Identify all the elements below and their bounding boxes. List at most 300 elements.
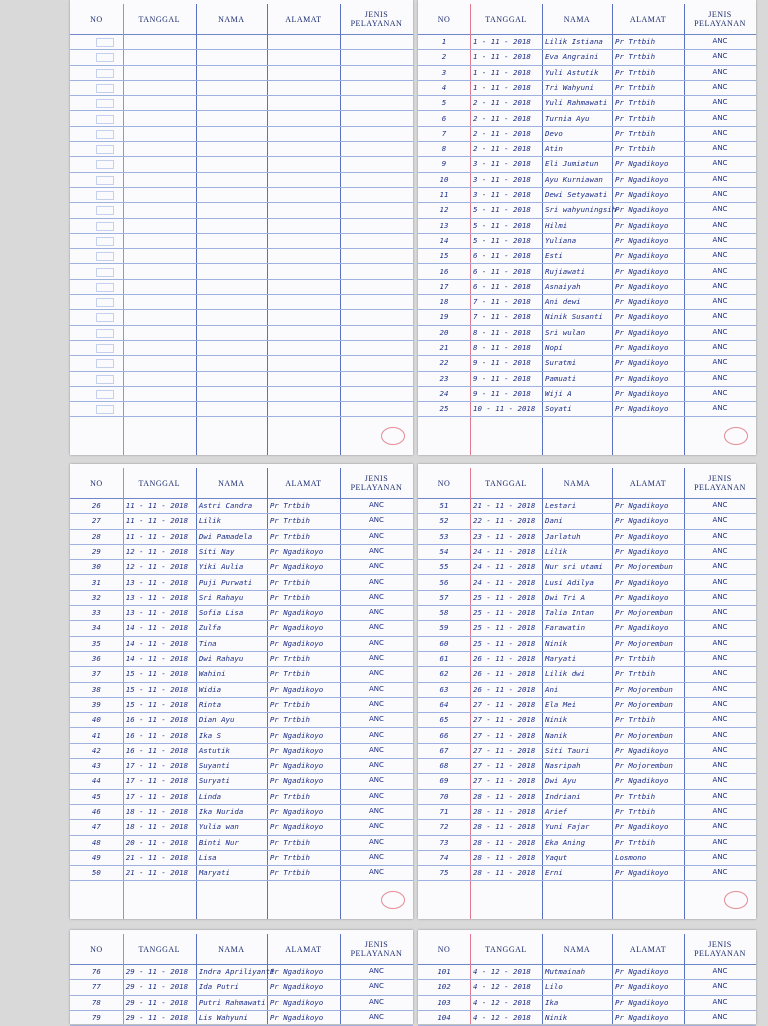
- table-row: [70, 712, 413, 728]
- cell-tanggal: 21 - 11 - 2018: [125, 852, 189, 862]
- table-row: [70, 371, 413, 387]
- table-row: [70, 233, 413, 249]
- empty-row-marker: [96, 191, 114, 200]
- cell-tanggal: 10 - 11 - 2018: [473, 404, 536, 414]
- cell-alamat: Pr Mojorembun: [615, 562, 673, 572]
- cell-svc: ANC: [712, 343, 728, 351]
- cell-tanggal: 23 - 11 - 2018: [473, 531, 536, 541]
- table-row: [70, 666, 413, 682]
- stamp-logo: [381, 427, 405, 445]
- table-row: [70, 835, 413, 851]
- empty-row-marker: [96, 145, 114, 154]
- table-row: [418, 559, 756, 575]
- cell-nama: Eka Aning: [545, 837, 586, 847]
- cell-tanggal: 17 - 11 - 2018: [125, 776, 189, 786]
- column-header-jenis: JENIS PELAYANAN: [694, 940, 746, 958]
- cell-alamat: Pr Ngadikoyo: [615, 235, 669, 245]
- cell-tanggal: 16 - 11 - 2018: [125, 715, 189, 725]
- cell-svc: ANC: [712, 997, 728, 1006]
- column-header-alamat: ALAMAT: [629, 478, 667, 488]
- cell-alamat: Pr Trtbih: [615, 82, 656, 92]
- cell-tanggal: 26 - 11 - 2018: [473, 669, 536, 679]
- cell-nama: Wahini: [198, 669, 226, 679]
- cell-alamat: Pr Trtbih: [615, 669, 656, 679]
- cell-svc: ANC: [368, 562, 384, 571]
- cell-alamat: Losmono: [615, 852, 647, 862]
- table-row: [70, 34, 413, 50]
- cell-svc: ANC: [368, 684, 384, 693]
- cell-tanggal: 15 - 11 - 2018: [125, 684, 189, 694]
- table-row: [70, 355, 413, 371]
- cell-svc: ANC: [712, 67, 728, 76]
- cell-alamat: Pr Trtbih: [269, 852, 310, 862]
- cell-tanggal: 6 - 11 - 2018: [473, 251, 531, 261]
- table-row: [70, 544, 413, 560]
- table-row: [418, 682, 756, 698]
- ledger-page: [418, 0, 756, 455]
- table-row: [418, 728, 756, 744]
- cell-no: 57: [439, 592, 449, 602]
- cell-no: 50: [91, 868, 101, 878]
- cell-alamat: Pr Ngadikoyo: [615, 373, 669, 383]
- cell-alamat: Pr Ngadikoyo: [615, 388, 669, 398]
- cell-svc: ANC: [712, 982, 728, 991]
- cell-no: 54: [439, 546, 449, 556]
- column-header-no: NO: [437, 944, 451, 954]
- cell-no: 55: [439, 562, 449, 572]
- cell-alamat: Pr Ngadikoyo: [615, 297, 669, 307]
- cell-svc: ANC: [712, 113, 728, 122]
- cell-alamat: Pr Ngadikoyo: [269, 546, 324, 556]
- table-row: [418, 544, 756, 560]
- table-row: [418, 248, 756, 264]
- table-row: [70, 279, 413, 295]
- cell-no: 28: [91, 531, 101, 541]
- stamp-logo: [381, 891, 405, 909]
- cell-no: 58: [439, 608, 449, 618]
- cell-nama: Ida Putri: [198, 982, 239, 992]
- cell-no: 46: [91, 807, 101, 816]
- table-row: [418, 979, 756, 995]
- table-row: [418, 279, 756, 295]
- table-row: [418, 95, 756, 111]
- table-row: [70, 386, 413, 402]
- table-row: [418, 697, 756, 713]
- cell-nama: Yulia wan: [198, 822, 239, 832]
- cell-no: 36: [91, 654, 101, 663]
- table-row: [418, 666, 756, 682]
- cell-svc: ANC: [712, 654, 728, 662]
- table-row: [418, 850, 756, 866]
- cell-alamat: Pr Trtbih: [615, 113, 656, 123]
- cell-tanggal: 28 - 11 - 2018: [473, 822, 536, 832]
- cell-svc: ANC: [712, 531, 728, 540]
- cell-nama: Rinta: [198, 699, 222, 709]
- cell-nama: Sri Rahayu: [198, 592, 244, 602]
- table-row: [70, 529, 413, 545]
- table-row: [70, 995, 413, 1011]
- column-header-tanggal: TANGGAL: [138, 14, 181, 24]
- cell-alamat: Pr Ngadikoyo: [615, 205, 669, 215]
- cell-no: 67: [439, 745, 449, 755]
- column-header-alamat: ALAMAT: [629, 944, 667, 954]
- cell-nama: Arief: [545, 807, 568, 816]
- table-row: [418, 498, 756, 514]
- cell-alamat: Pr Trtbih: [615, 715, 656, 725]
- cell-nama: Jarlatuh: [545, 531, 581, 541]
- cell-svc: ANC: [712, 577, 728, 586]
- cell-alamat: Pr Trtbih: [269, 791, 310, 801]
- cell-no: 13: [439, 220, 449, 230]
- cell-tanggal: 27 - 11 - 2018: [473, 745, 536, 755]
- cell-no: 52: [439, 516, 449, 526]
- cell-alamat: Pr Trtbih: [269, 654, 310, 663]
- table-row: [418, 264, 756, 280]
- cell-alamat: Pr Trtbih: [615, 807, 656, 816]
- stamp-logo: [724, 891, 748, 909]
- cell-alamat: Pr Ngadikoyo: [269, 623, 324, 633]
- cell-tanggal: 21 - 11 - 2018: [125, 868, 189, 878]
- cell-nama: Dwi Rahayu: [198, 654, 244, 663]
- cell-svc: ANC: [368, 592, 384, 601]
- cell-tanggal: 17 - 11 - 2018: [125, 761, 189, 771]
- table-row: [418, 325, 756, 341]
- cell-nama: Ika: [545, 997, 559, 1007]
- cell-nama: Nur sri utami: [545, 562, 603, 572]
- table-row: [418, 758, 756, 774]
- cell-svc: ANC: [368, 730, 384, 739]
- cell-nama: Lilik dwi: [545, 669, 586, 679]
- table-row: [418, 804, 756, 820]
- cell-alamat: Pr Trtbih: [269, 501, 310, 510]
- cell-nama: Lisa: [198, 852, 217, 862]
- cell-tanggal: 9 - 11 - 2018: [473, 373, 531, 383]
- table-row: [70, 340, 413, 356]
- cell-nama: Yaqut: [545, 852, 568, 862]
- cell-svc: ANC: [712, 235, 728, 244]
- table-row: [418, 309, 756, 325]
- cell-alamat: Pr Ngadikoyo: [615, 220, 669, 230]
- cell-nama: Pamuati: [545, 373, 577, 383]
- cell-tanggal: 25 - 11 - 2018: [473, 623, 536, 633]
- empty-row-marker: [96, 268, 114, 277]
- table-row: [70, 248, 413, 264]
- cell-alamat: Pr Trtbih: [269, 837, 310, 847]
- cell-tanggal: 29 - 11 - 2018: [125, 997, 189, 1007]
- cell-alamat: Pr Ngadikoyo: [615, 174, 669, 184]
- table-body: [418, 498, 756, 919]
- cell-nama: Nasripah: [545, 761, 581, 771]
- cell-tanggal: 7 - 11 - 2018: [473, 312, 531, 322]
- table-row: [70, 202, 413, 218]
- cell-alamat: Pr Trtbih: [269, 669, 310, 679]
- cell-tanggal: 7 - 11 - 2018: [473, 297, 531, 307]
- cell-tanggal: 14 - 11 - 2018: [125, 623, 189, 633]
- empty-row-marker: [96, 130, 114, 139]
- cell-svc: ANC: [712, 699, 728, 708]
- cell-no: 6: [441, 113, 447, 123]
- cell-svc: ANC: [712, 868, 728, 877]
- table-row: [70, 651, 413, 667]
- cell-nama: Puji Purwati: [198, 577, 253, 587]
- empty-row-marker: [96, 53, 114, 62]
- cell-no: 12: [439, 205, 449, 215]
- table-row: [70, 111, 413, 127]
- cell-no: 3: [441, 67, 447, 77]
- cell-nama: Ani: [545, 684, 559, 694]
- cell-nama: Yiki Aulia: [198, 562, 244, 572]
- cell-tanggal: 17 - 11 - 2018: [125, 791, 189, 801]
- cell-no: 47: [91, 822, 101, 832]
- empty-row-marker: [96, 405, 114, 414]
- cell-tanggal: 13 - 11 - 2018: [125, 577, 189, 587]
- cell-svc: ANC: [712, 251, 728, 260]
- cell-no: 72: [439, 822, 449, 832]
- table-row: [70, 865, 413, 881]
- table-row: [70, 590, 413, 606]
- table-row: [418, 80, 756, 96]
- cell-nama: Dwi Ayu: [545, 776, 577, 786]
- column-header-nama: NAMA: [218, 14, 245, 24]
- cell-no: 102: [437, 982, 451, 992]
- cell-tanggal: 24 - 11 - 2018: [473, 546, 536, 556]
- cell-no: 16: [439, 266, 449, 276]
- cell-tanggal: 3 - 11 - 2018: [473, 159, 531, 169]
- cell-tanggal: 5 - 11 - 2018: [473, 205, 531, 215]
- table-row: [70, 309, 413, 325]
- cell-svc: ANC: [712, 404, 728, 413]
- column-header-jenis: JENIS PELAYANAN: [694, 10, 746, 28]
- cell-alamat: Pr Ngadikoyo: [615, 343, 669, 352]
- cell-tanggal: 14 - 11 - 2018: [125, 638, 189, 648]
- table-row: [70, 1010, 413, 1026]
- cell-svc: ANC: [712, 281, 728, 290]
- column-header-alamat: ALAMAT: [285, 944, 322, 954]
- column-header-no: NO: [437, 14, 451, 24]
- cell-alamat: Pr Ngadikoyo: [615, 266, 669, 276]
- cell-nama: Dwi Pamadela: [198, 531, 253, 541]
- cell-svc: ANC: [368, 669, 384, 678]
- cell-alamat: Pr Trtbih: [269, 868, 310, 878]
- cell-no: 18: [439, 297, 449, 307]
- cell-alamat: Pr Mojorembun: [615, 608, 673, 618]
- table-row: [418, 218, 756, 234]
- cell-tanggal: 3 - 11 - 2018: [473, 190, 531, 199]
- cell-tanggal: 1 - 11 - 2018: [473, 37, 531, 46]
- column-header-nama: NAMA: [563, 944, 591, 954]
- cell-svc: ANC: [712, 776, 728, 785]
- table-row: [70, 575, 413, 591]
- cell-alamat: Pr Trtbih: [269, 516, 310, 526]
- cell-nama: Maryati: [198, 868, 230, 878]
- cell-svc: ANC: [712, 205, 728, 214]
- column-header-jenis: JENIS PELAYANAN: [350, 474, 403, 492]
- table-row: [418, 964, 756, 980]
- cell-alamat: Pr Ngadikoyo: [615, 404, 669, 414]
- table-body: [418, 34, 756, 455]
- cell-nama: Ika Nurida: [198, 807, 244, 816]
- cell-nama: Binti Nur: [198, 837, 239, 847]
- cell-nama: Tri Wahyuni: [545, 82, 594, 92]
- cell-tanggal: 22 - 11 - 2018: [473, 516, 536, 526]
- cell-svc: ANC: [368, 807, 384, 815]
- empty-row-marker: [96, 375, 114, 384]
- cell-no: 20: [439, 327, 449, 337]
- cell-tanggal: 26 - 11 - 2018: [473, 684, 536, 694]
- cell-tanggal: 5 - 11 - 2018: [473, 235, 531, 245]
- cell-nama: Eva Angraini: [545, 52, 599, 62]
- cell-svc: ANC: [712, 373, 728, 382]
- cell-tanggal: 11 - 11 - 2018: [125, 531, 189, 541]
- cell-alamat: Pr Ngadikoyo: [269, 638, 324, 648]
- cell-svc: ANC: [712, 562, 728, 571]
- cell-svc: ANC: [712, 190, 728, 198]
- cell-tanggal: 2 - 11 - 2018: [473, 144, 531, 154]
- cell-alamat: Pr Ngadikoyo: [615, 982, 669, 992]
- column-header-tanggal: TANGGAL: [138, 944, 181, 954]
- cell-tanggal: 12 - 11 - 2018: [125, 562, 189, 572]
- cell-svc: ANC: [712, 730, 728, 739]
- cell-tanggal: 5 - 11 - 2018: [473, 220, 531, 230]
- ledger-table: [418, 464, 756, 919]
- cell-svc: ANC: [368, 761, 384, 770]
- empty-row-marker: [96, 390, 114, 399]
- cell-alamat: Pr Ngadikoyo: [615, 312, 669, 322]
- cell-nama: Dewi Setyawati: [545, 190, 608, 199]
- table-row: [418, 865, 756, 881]
- cell-no: 59: [439, 623, 449, 633]
- cell-nama: Wiji A: [545, 388, 572, 398]
- cell-nama: Putri Rahmawati: [198, 997, 266, 1007]
- cell-svc: ANC: [368, 837, 384, 846]
- cell-svc: ANC: [368, 1012, 384, 1021]
- cell-tanggal: 25 - 11 - 2018: [473, 592, 536, 602]
- table-row: [418, 233, 756, 249]
- cell-nama: Maryati: [545, 654, 577, 663]
- cell-no: 63: [439, 684, 449, 694]
- cell-no: 103: [437, 997, 451, 1007]
- empty-row-marker: [96, 99, 114, 108]
- cell-alamat: Pr Ngadikoyo: [615, 501, 669, 510]
- cell-tanggal: 28 - 11 - 2018: [473, 791, 536, 801]
- cell-tanggal: 1 - 11 - 2018: [473, 52, 531, 62]
- cell-no: 14: [439, 235, 449, 245]
- cell-nama: Linda: [198, 791, 222, 801]
- cell-tanggal: 29 - 11 - 2018: [125, 1012, 189, 1022]
- cell-svc: ANC: [712, 715, 728, 724]
- cell-no: 15: [439, 251, 449, 261]
- cell-no: 51: [439, 501, 449, 510]
- cell-no: 71: [439, 807, 449, 816]
- cell-svc: ANC: [712, 327, 728, 336]
- cell-alamat: Pr Ngadikoyo: [269, 997, 324, 1007]
- cell-nama: Yuni Fajar: [545, 822, 590, 832]
- cell-svc: ANC: [368, 654, 384, 662]
- cell-svc: ANC: [712, 98, 728, 107]
- cell-tanggal: 28 - 11 - 2018: [473, 807, 536, 816]
- cell-nama: Lis Wahyuni: [198, 1012, 248, 1022]
- cell-svc: ANC: [368, 776, 384, 785]
- cell-svc: ANC: [368, 982, 384, 991]
- table-row: [418, 590, 756, 606]
- table-row: [70, 850, 413, 866]
- cell-nama: Suratmi: [545, 358, 577, 368]
- cell-no: 27: [91, 516, 101, 526]
- cell-no: 43: [91, 761, 101, 771]
- cell-nama: Dwi Tri A: [545, 592, 586, 602]
- cell-svc: ANC: [712, 220, 728, 229]
- cell-alamat: Pr Trtbih: [269, 531, 310, 541]
- cell-no: 42: [91, 745, 101, 755]
- cell-alamat: Pr Ngadikoyo: [615, 1012, 669, 1022]
- cell-alamat: Pr Trtbih: [615, 128, 656, 138]
- column-header-alamat: ALAMAT: [285, 478, 322, 488]
- empty-row-marker: [96, 252, 114, 261]
- table-row: [418, 294, 756, 310]
- cell-no: 66: [439, 730, 449, 740]
- table-row: [418, 995, 756, 1011]
- cell-nama: Lilik Istiana: [545, 37, 603, 46]
- cell-alamat: Pr Ngadikoyo: [615, 745, 669, 755]
- empty-row-marker: [96, 38, 114, 47]
- cell-svc: ANC: [712, 608, 728, 617]
- cell-no: 62: [439, 669, 449, 679]
- table-row: [418, 340, 756, 356]
- cell-no: 21: [439, 343, 449, 352]
- cell-no: 76: [91, 967, 101, 976]
- table-row: [70, 325, 413, 341]
- cell-no: 9: [441, 159, 447, 169]
- cell-no: 34: [91, 623, 101, 633]
- cell-alamat: Pr Ngadikoyo: [269, 1012, 324, 1022]
- table-row: [70, 80, 413, 96]
- table-row: [418, 620, 756, 636]
- empty-row-marker: [96, 298, 114, 307]
- table-row: [418, 575, 756, 591]
- table-row: [418, 202, 756, 218]
- cell-nama: Turnia Ayu: [545, 113, 590, 123]
- cell-nama: Ninik Susanti: [545, 312, 603, 322]
- cell-alamat: Pr Mojorembun: [615, 684, 673, 694]
- cell-alamat: Pr Trtbih: [615, 654, 656, 663]
- cell-nama: Yuli Astutik: [545, 67, 599, 77]
- cell-no: 48: [91, 837, 101, 847]
- cell-no: 17: [439, 281, 449, 291]
- cell-no: 31: [91, 577, 101, 587]
- cell-alamat: Pr Trtbih: [615, 37, 656, 46]
- cell-svc: ANC: [368, 546, 384, 555]
- cell-nama: Siti Nay: [198, 546, 235, 556]
- cell-svc: ANC: [712, 516, 728, 525]
- table-row: [418, 819, 756, 835]
- table-row: [70, 65, 413, 81]
- cell-svc: ANC: [712, 358, 728, 367]
- cell-no: 19: [439, 312, 449, 322]
- cell-alamat: Pr Trtbih: [269, 699, 310, 709]
- cell-nama: Farawatin: [545, 623, 586, 633]
- table-body: [418, 964, 756, 1024]
- cell-nama: Astri Candra: [198, 501, 253, 510]
- cell-nama: Asnaiyah: [545, 281, 581, 291]
- cell-svc: ANC: [712, 297, 728, 306]
- cell-no: 38: [91, 684, 101, 694]
- cell-nama: Yuli Rahmawati: [545, 98, 608, 108]
- cell-nama: Ayu Kurniawan: [545, 174, 603, 184]
- cell-tanggal: 21 - 11 - 2018: [473, 501, 536, 510]
- column-header-alamat: ALAMAT: [285, 14, 322, 24]
- column-header-nama: NAMA: [218, 478, 245, 488]
- cell-no: 75: [439, 868, 449, 878]
